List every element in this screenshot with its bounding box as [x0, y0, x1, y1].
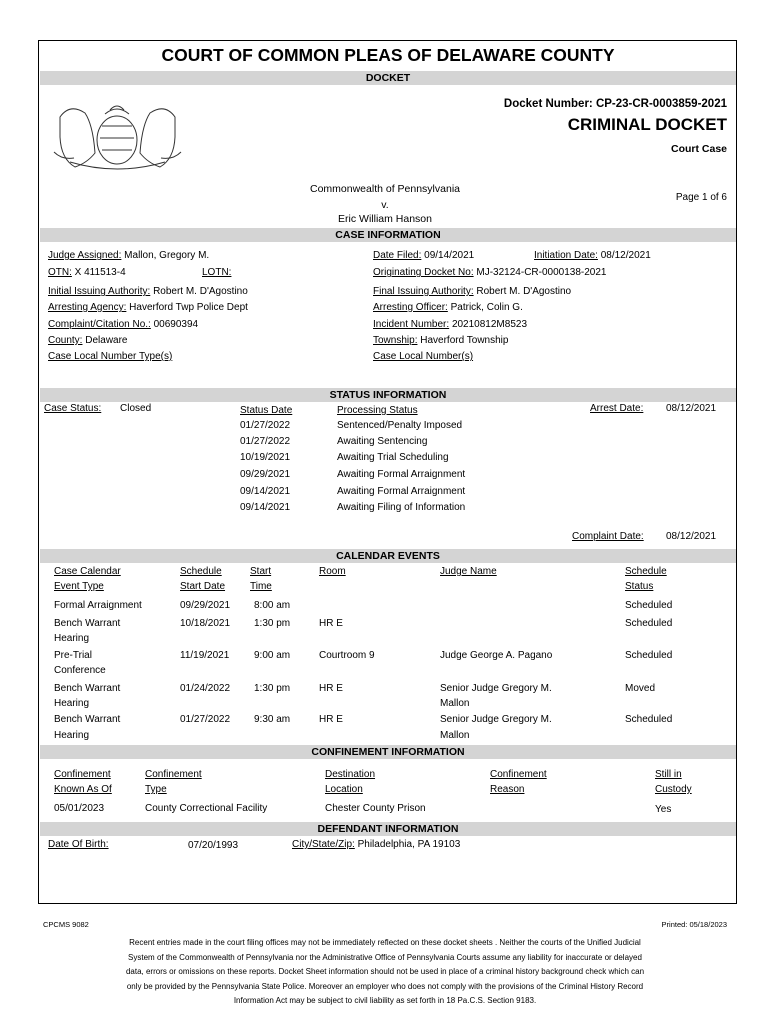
disclaimer-line: only be provided by the Pennsylvania State Police. Moreover an employer who does not comply with the provisions of the Criminal History Record — [126, 981, 644, 991]
cal-room: HR E — [319, 618, 343, 629]
cal-event-type-line2: Hearing — [54, 730, 90, 741]
caption-line1: Commonwealth of Pennsylvania — [310, 183, 460, 195]
cal-header-schedule-1: Schedule — [180, 566, 222, 577]
cal-header-event-type-2: Event Type — [54, 581, 104, 592]
seal-emblem — [50, 92, 185, 177]
cal-event-type: Bench Warrant — [54, 714, 121, 725]
case-local-number-type: Case Local Number Type(s) — [48, 351, 173, 362]
status-row-status: Sentenced/Penalty Imposed — [337, 420, 463, 431]
conf-header-type-2: Type — [145, 784, 167, 795]
case-kind: Court Case — [670, 143, 727, 155]
defendant-band: DEFENDANT INFORMATION — [40, 822, 736, 836]
status-row-status: Awaiting Formal Arraignment — [337, 469, 466, 480]
final-issuing-authority: Final Issuing Authority: Robert M. D'Agostino — [373, 286, 572, 297]
status-row-date: 09/29/2021 — [240, 469, 291, 480]
cal-start-date: 10/18/2021 — [180, 618, 231, 629]
conf-still-in-custody: Yes — [655, 804, 672, 815]
otn: OTN: X 411513-4 — [48, 267, 126, 278]
status-row-date: 09/14/2021 — [240, 486, 291, 497]
cal-start-time: 8:00 am — [254, 600, 291, 611]
printed-date: Printed: 05/18/2023 — [661, 920, 727, 929]
case-local-numbers: Case Local Number(s) — [373, 351, 474, 362]
status-row-date: 09/14/2021 — [240, 502, 291, 513]
conf-header-type-1: Confinement — [145, 769, 202, 780]
docket-type: CRIMINAL DOCKET — [567, 115, 727, 134]
cal-status: Scheduled — [625, 714, 673, 725]
cal-status: Scheduled — [625, 650, 673, 661]
status-row-date: 01/27/2022 — [240, 436, 291, 447]
originating-docket-no: Originating Docket No: MJ-32124-CR-0000138-2021 — [373, 267, 607, 278]
complaint-date-label: Complaint Date: — [572, 531, 644, 542]
docket-number: Docket Number: CP-23-CR-0003859-2021 — [503, 98, 727, 110]
conf-header-dest-1: Destination — [325, 769, 376, 780]
cal-event-type-line2: Conference — [54, 665, 106, 676]
dob-label: Date Of Birth: — [48, 839, 109, 850]
cal-status: Moved — [625, 683, 656, 694]
status-row-status: Awaiting Trial Scheduling — [337, 452, 449, 463]
cal-start-date: 01/27/2022 — [180, 714, 231, 725]
conf-location: Chester County Prison — [325, 803, 426, 814]
processing-status-header: Processing Status — [337, 405, 418, 416]
cal-judge: Senior Judge Gregory M. — [440, 683, 552, 694]
cal-judge: Judge George A. Pagano — [440, 650, 553, 661]
cal-start-time: 1:30 pm — [254, 618, 291, 629]
cal-status: Scheduled — [625, 600, 673, 611]
cal-header-event-type-1: Case Calendar — [54, 566, 121, 577]
judge-assigned: Judge Assigned: Mallon, Gregory M. — [48, 250, 210, 261]
court-title: COURT OF COMMON PLEAS OF DELAWARE COUNTY — [161, 45, 615, 65]
date-filed: Date Filed: 09/14/2021 — [373, 250, 475, 261]
dob-value: 07/20/1993 — [188, 840, 239, 851]
initiation-date: Initiation Date: 08/12/2021 — [534, 250, 651, 261]
cal-header-schedule-2: Start Date — [180, 581, 226, 592]
status-row-date: 01/27/2022 — [240, 420, 291, 431]
status-information-band: STATUS INFORMATION — [40, 388, 736, 402]
initial-issuing-authority: Initial Issuing Authority: Robert M. D'Agostino — [48, 286, 248, 297]
conf-header-dest-2: Location — [325, 784, 363, 795]
cal-judge: Senior Judge Gregory M. — [440, 714, 552, 725]
confinement-band: CONFINEMENT INFORMATION — [40, 745, 736, 759]
status-row-status: Awaiting Filing of Information — [337, 502, 466, 513]
disclaimer-line: Information Act may be subject to civil liability as set forth in 18 Pa.C.S. Section 9183. — [233, 996, 537, 1005]
disclaimer-line: data, errors or omissions on these reports. Docket Sheet information should not be used in place of a criminal history background check which can — [125, 967, 645, 976]
conf-header-known-2: Known As Of — [54, 784, 112, 795]
city-state-zip: City/State/Zip: Philadelphia, PA 19103 — [292, 839, 461, 850]
cal-header-judge: Judge Name — [440, 566, 497, 577]
status-row-date: 10/19/2021 — [240, 452, 291, 463]
arresting-officer: Arresting Officer: Patrick, Colin G. — [373, 302, 523, 313]
caption-line3: Eric William Hanson — [338, 213, 432, 225]
cal-start-time: 1:30 pm — [254, 683, 291, 694]
lotn-label: LOTN: — [202, 267, 232, 278]
cal-event-type: Pre-Trial — [54, 650, 92, 661]
cal-header-start-2: Time — [250, 581, 272, 592]
case-information-band: CASE INFORMATION — [40, 228, 736, 242]
conf-header-custody-2: Custody — [655, 784, 692, 795]
cal-status: Scheduled — [625, 618, 673, 629]
township: Township: Haverford Township — [373, 335, 509, 346]
cal-room: HR E — [319, 683, 343, 694]
disclaimer — [80, 936, 690, 1009]
arrest-date-value: 08/12/2021 — [666, 403, 717, 414]
conf-header-known-1: Confinement — [54, 769, 111, 780]
cal-room: HR E — [319, 714, 343, 725]
cal-header-start-1: Start — [250, 566, 272, 577]
cal-judge-line2: Mallon — [440, 730, 470, 741]
arresting-agency: Arresting Agency: Haverford Twp Police Dept — [48, 302, 248, 313]
conf-header-reason-2: Reason — [490, 784, 525, 795]
cal-header-room: Room — [319, 566, 346, 577]
conf-header-custody-1: Still in — [655, 769, 682, 780]
cal-start-time: 9:30 am — [254, 714, 291, 725]
cal-room: Courtroom 9 — [319, 650, 375, 661]
county: County: Delaware — [48, 335, 128, 346]
cal-event-type: Bench Warrant — [54, 618, 121, 629]
cal-event-type: Formal Arraignment — [54, 600, 142, 611]
cal-header-status-2: Status — [625, 581, 654, 592]
disclaimer-line: Recent entries made in the court filing offices may not be immediately reflected on these docket sheets . Neither the courts of the Unified Judicial — [129, 938, 641, 947]
disclaimer-line: System of the Commonwealth of Pennsylvania nor the Administrative Office of Pennsylvania Courts assume any liability for inaccurate or delayed — [128, 952, 642, 962]
arrest-date-label: Arrest Date: — [590, 403, 644, 414]
status-date-header: Status Date — [240, 405, 293, 416]
cal-start-date: 01/24/2022 — [180, 683, 231, 694]
cal-judge-line2: Mallon — [440, 698, 470, 709]
cal-start-time: 9:00 am — [254, 650, 291, 661]
status-row-status: Awaiting Formal Arraignment — [337, 486, 466, 497]
cal-event-type: Bench Warrant — [54, 683, 121, 694]
incident-number: Incident Number: 20210812M8523 — [373, 319, 528, 330]
docket-band: DOCKET — [40, 71, 736, 85]
case-status-value: Closed — [120, 403, 152, 414]
page-label: Page 1 of 6 — [675, 192, 727, 203]
case-status-label: Case Status: — [44, 403, 102, 414]
form-id: CPCMS 9082 — [43, 920, 89, 929]
caption-v: v. — [381, 199, 389, 211]
conf-type: County Correctional Facility — [145, 803, 268, 814]
complaint-citation-no: Complaint/Citation No.: 00690394 — [48, 319, 199, 330]
conf-header-reason-1: Confinement — [490, 769, 547, 780]
cal-start-date: 09/29/2021 — [180, 600, 231, 611]
cal-header-status-1: Schedule — [625, 566, 667, 577]
cal-event-type-line2: Hearing — [54, 633, 90, 644]
complaint-date-value: 08/12/2021 — [666, 531, 717, 542]
status-row-status: Awaiting Sentencing — [337, 436, 428, 447]
conf-known-as-of: 05/01/2023 — [54, 803, 105, 814]
cal-event-type-line2: Hearing — [54, 698, 90, 709]
cal-start-date: 11/19/2021 — [180, 650, 230, 661]
calendar-events-band: CALENDAR EVENTS — [40, 549, 736, 563]
